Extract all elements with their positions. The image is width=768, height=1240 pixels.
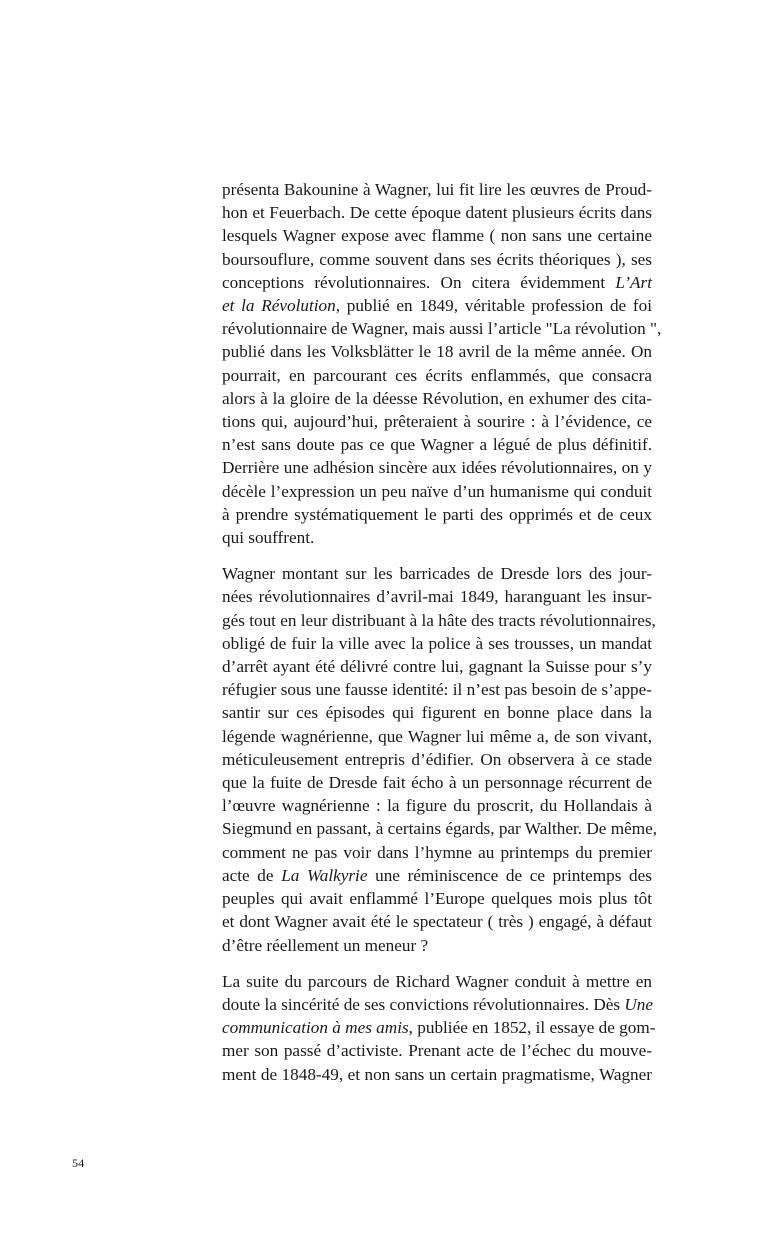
text-line: peuples qui avait enflammé l’Europe quelques mois plus tôt — [222, 889, 652, 909]
text-line: à prendre systématiquement le parti des opprimés et de ceux — [222, 504, 652, 524]
text-line: l’œuvre wagnérienne : la figure du proscrit, du Hollandais à — [222, 796, 652, 816]
text-line: n’est sans doute pas ce que Wagner a légué de plus définitif. — [222, 435, 652, 455]
text-line: hon et Feuerbach. De cette époque datent plusieurs écrits dans — [222, 203, 652, 223]
text-line: ment de 1848-49, et non sans un certain pragmatisme, Wagner — [222, 1064, 652, 1084]
text-line: méticuleusement entrepris d’édifier. On observera à ce stade — [222, 749, 652, 769]
text-line: tions qui, aujourd’hui, prêteraient à sourire : à l’évidence, ce — [222, 412, 652, 432]
text-line — [222, 294, 652, 317]
text-line: boursouflure, comme souvent dans ses écrits théoriques ), ses — [222, 249, 652, 269]
italic-title: et la Révolution — [222, 296, 336, 316]
text-run: conceptions révolutionnaires. On citera évidemment — [222, 272, 616, 292]
text-line — [222, 864, 652, 887]
text-line — [222, 271, 652, 294]
text-line: et dont Wagner avait été le spectateur ( très ) engagé, à défaut — [222, 912, 652, 932]
text-line: La suite du parcours de Richard Wagner conduit à mettre en — [222, 971, 652, 991]
text-line: gés tout en leur distribuant à la hâte des tracts révolutionnaires, — [222, 610, 656, 630]
text-line: légende wagnérienne, que Wagner lui même a, de son vivant, — [222, 726, 652, 746]
text-line: Siegmund en passant, à certains égards, par Walther. De même, — [222, 819, 658, 839]
text-line: réfugier sous une fausse identité: il n’est pas besoin de s’appe- — [222, 680, 652, 700]
text-line — [222, 993, 652, 1016]
text-line: d’arrêt ayant été délivré contre lui, gagnant la Suisse pour s’y — [222, 657, 652, 677]
paragraph — [222, 562, 658, 956]
body-text — [222, 178, 662, 1099]
text-line: comment ne pas voir dans l’hymne au printemps du premier — [222, 842, 652, 862]
text-line: d’être réellement un meneur ? — [222, 935, 429, 955]
text-run: une réminiscence de ce printemps des — [367, 865, 652, 885]
italic-title: communication à mes amis — [222, 1018, 409, 1038]
text-run: , publiée en 1852, il essaye de gom- — [408, 1018, 656, 1038]
italic-title: L’Art — [615, 272, 652, 292]
text-line: pourrait, en parcourant ces écrits enflammés, que consacra — [222, 365, 652, 385]
text-line: alors à la gloire de la déesse Révolution, en exhumer des cita- — [222, 388, 652, 408]
text-line: publié dans les Volksblätter le 18 avril de la même année. On — [222, 342, 652, 362]
text-run: acte de — [222, 865, 282, 885]
text-run: , publié en 1849, véritable profession de foi — [335, 296, 652, 316]
text-line: nées révolutionnaires d’avril-mai 1849, haranguant les insur- — [222, 587, 652, 607]
text-line: que la fuite de Dresde fait écho à un personnage récurrent de — [222, 773, 652, 793]
text-line: qui souffrent. — [222, 528, 315, 548]
italic-title: Une — [624, 994, 654, 1014]
text-line: lesquels Wagner expose avec flamme ( non sans une certaine — [222, 226, 652, 246]
text-line: mer son passé d’activiste. Prenant acte de l’échec du mouve- — [222, 1041, 652, 1061]
text-line: santir sur ces épisodes qui figurent en bonne place dans la — [222, 703, 652, 723]
text-line: décèle l’expression un peu naïve d’un humanisme qui conduit — [222, 481, 652, 501]
text-line: obligé de fuir la ville avec la police à ses trousses, un mandat — [222, 633, 652, 653]
text-line: présenta Bakounine à Wagner, lui fit lire les œuvres de Proud- — [222, 180, 652, 199]
page-number: 54 — [72, 1156, 85, 1170]
text-line — [222, 1016, 656, 1039]
paragraph — [222, 178, 662, 549]
text-run: doute la sincérité de ses convictions révolutionnaires. Dès — [222, 994, 625, 1014]
text-line: Derrière une adhésion sincère aux idées révolutionnaires, on y — [222, 458, 652, 478]
text-line: Wagner montant sur les barricades de Dresde lors des jour- — [222, 564, 652, 584]
paragraph — [222, 970, 656, 1086]
text-line: révolutionnaire de Wagner, mais aussi l’article "La révolution ", — [222, 319, 662, 339]
italic-title: La Walkyrie — [281, 865, 368, 885]
